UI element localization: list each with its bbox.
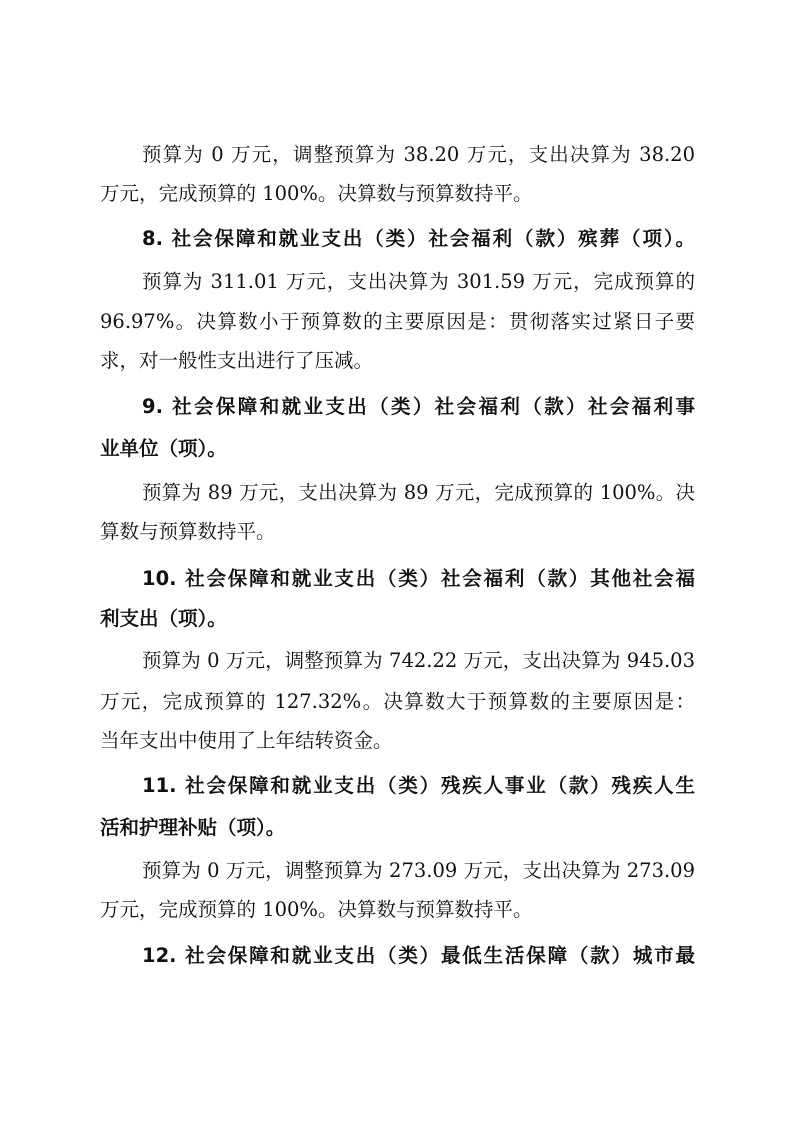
section-heading-8: 8. 社会保障和就业支出（类）社会福利（款）殡葬（项）。 xyxy=(142,227,695,250)
document-page xyxy=(100,0,695,1122)
paragraph-line: 当年支出中使用了上年结转资金。 xyxy=(100,729,393,752)
paragraph-line: 万元，完成预算的 127.32%。决算数大于预算数的主要原因是： xyxy=(100,690,695,713)
paragraph-line: 预算为 0 万元，调整预算为 273.09 万元，支出决算为 273.09 xyxy=(142,859,695,882)
paragraph-line: 万元，完成预算的 100%。决算数与预算数持平。 xyxy=(100,182,533,205)
paragraph-line: 求，对一般性支出进行了压减。 xyxy=(100,349,374,372)
section-heading-9: 9. 社会保障和就业支出（类）社会福利（款）社会福利事 xyxy=(142,395,695,418)
paragraph-line: 万元，完成预算的 100%。决算数与预算数持平。 xyxy=(100,898,533,921)
paragraph-line: 预算为 0 万元，调整预算为 38.20 万元，支出决算为 38.20 xyxy=(142,143,695,166)
paragraph-line: 预算为 89 万元，支出决算为 89 万元，完成预算的 100%。决 xyxy=(142,481,695,504)
paragraph-line: 算数与预算数持平。 xyxy=(100,520,276,543)
section-heading-12: 12. 社会保障和就业支出（类）最低生活保障（款）城市最 xyxy=(142,944,695,967)
paragraph-line: 96.97%。决算数小于预算数的主要原因是：贯彻落实过紧日子要 xyxy=(100,310,695,333)
paragraph-line: 预算为 0 万元，调整预算为 742.22 万元，支出决算为 945.03 xyxy=(142,649,695,672)
section-heading-10: 10. 社会保障和就业支出（类）社会福利（款）其他社会福 xyxy=(142,567,695,590)
section-heading-10-cont: 利支出（项）。 xyxy=(100,607,227,630)
section-heading-11-cont: 活和护理补贴（项）。 xyxy=(100,816,286,839)
section-heading-11: 11. 社会保障和就业支出（类）残疾人事业（款）残疾人生 xyxy=(142,774,695,797)
section-heading-9-cont: 业单位（项）。 xyxy=(100,437,227,460)
paragraph-line: 预算为 311.01 万元，支出决算为 301.59 万元，完成预算的 xyxy=(142,270,695,293)
